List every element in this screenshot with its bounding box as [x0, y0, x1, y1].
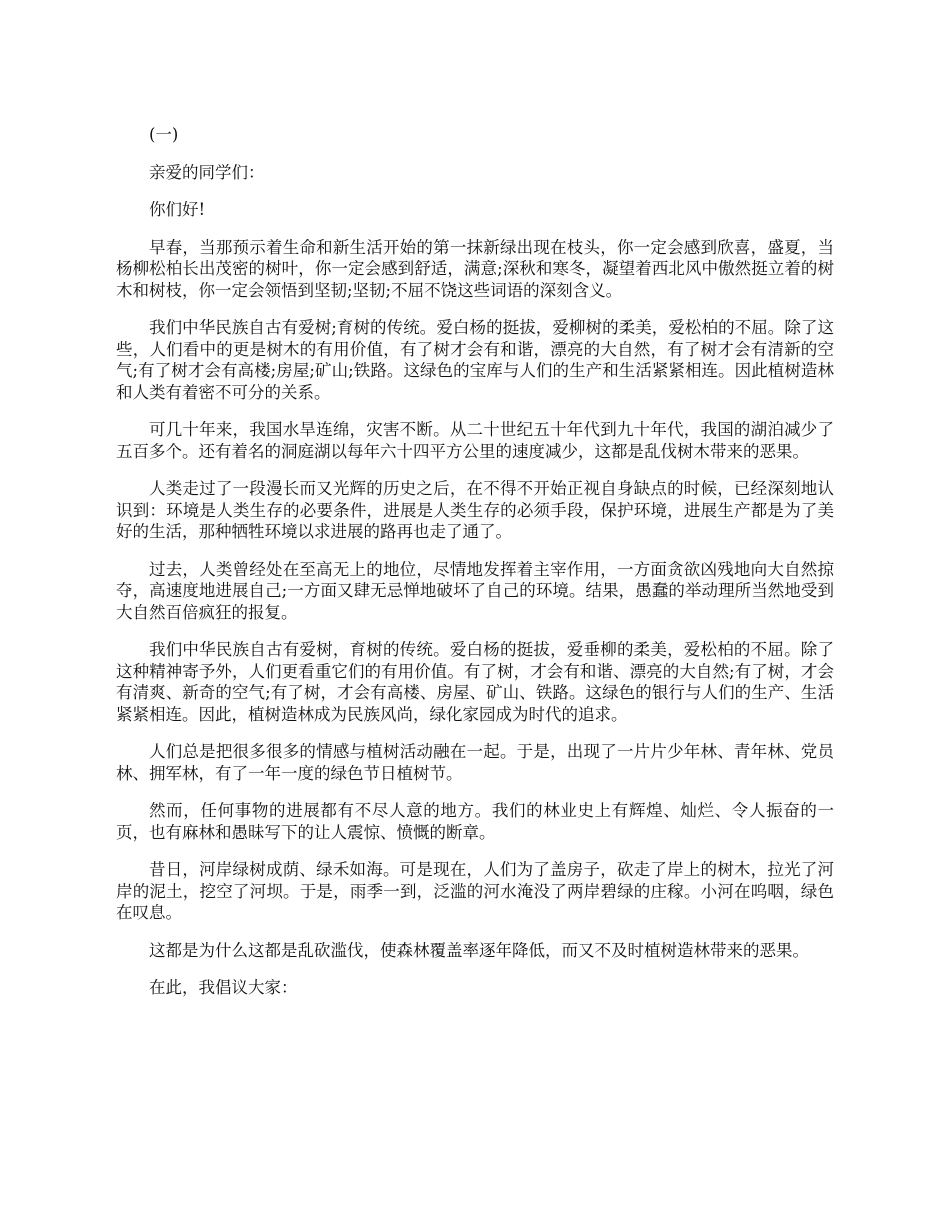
paragraph-body: 可几十年来，我国水旱连绵，灾害不断。从二十世纪五十年代到九十年代，我国的湖泊减少了五百多个。还有着名的洞庭湖以每年六十四平方公里的速度减少，这都是乱伐树木带来的恶果。	[116, 420, 834, 461]
paragraph-body: 早春，当那预示着生命和新生活开始的第一抹新绿出现在枝头，你一定会感到欣喜，盛夏，当杨柳松柏长出茂密的树叶，你一定会感到舒适，满意;深秋和寒冬，凝望着西北风中傲然挺立着的树木和树枝，你一定会领悟到坚韧;坚韧;不屈不饶这些词语的深刻含义。	[116, 237, 834, 300]
paragraph-body: 然而，任何事物的进展都有不尽人意的地方。我们的林业史上有辉煌、灿烂、令人振奋的一页，也有麻林和愚昧写下的让人震惊、愤慨的断章。	[116, 801, 834, 842]
paragraph-body: 过去，人类曾经处在至高无上的地位，尽情地发挥着主宰作用，一方面贪欲凶残地向大自然掠夺，高速度地进展自己;一方面又肆无忌惮地破坏了自己的环境。结果，愚蠢的举动理所当然地受到大自然百倍疯狂的报复。	[116, 559, 834, 622]
paragraph-section-number: (一)	[149, 125, 179, 144]
paragraph-salutation: 亲爱的同学们：	[149, 162, 265, 182]
paragraph-body: 我们中华民族自古有爱树;育树的传统。爱白杨的挺拔，爱柳树的柔美，爱松柏的不屈。除了这些，人们看中的更是树木的有用价值，有了树才会有和谐，漂亮的大自然，有了树才会有清新的空气;有了树才会有高楼;房屋;矿山;铁路。这绿色的宝库与人们的生产和生活紧紧相连。因此植树造林和人类有着密不可分的关系。	[116, 318, 834, 402]
paragraph-body: 昔日，河岸绿树成荫、绿禾如海。可是现在，人们为了盖房子，砍走了岸上的树木，拉光了河岸的泥土，挖空了河坝。于是，雨季一到，泛滥的河水淹没了两岸碧绿的庄稼。小河在呜咽，绿色在叹息。	[116, 860, 834, 922]
paragraph-greeting: 你们好!	[149, 200, 206, 219]
paragraph-proposal: 在此，我倡议大家：	[149, 978, 298, 997]
document-body	[116, 124, 834, 1015]
paragraph-body: 我们中华民族自古有爱树，育树的传统。爱白杨的挺拔，爱垂柳的柔美，爱松柏的不屈。除了这种精神寄予外，人们更看重它们的有用价值。有了树，才会有和谐、漂亮的大自然;有了树，才会有清爽、新奇的空气;有了树，才会有高楼、房屋、矿山、铁路。这绿色的银行与人们的生产、生活紧紧相连。因此，植树造林成为民族风尚，绿化家园成为时代的追求。	[116, 640, 834, 724]
paragraph-body: 这都是为什么这都是乱砍滥伐，使森林覆盖率逐年降低，而又不及时植树造林带来的恶果。	[149, 940, 809, 960]
paragraph-body: 人类走过了一段漫长而又光辉的历史之后，在不得不开始正视自身缺点的时候，已经深刻地认识到：环境是人类生存的必要条件，进展是人类生存的必须手段，保护环境，进展生产都是为了美好的生活，那种牺牲环境以求进展的路再也走了通了。	[116, 479, 834, 541]
paragraph-body: 人们总是把很多很多的情感与植树活动融在一起。于是，出现了一片片少年林、青年林、党员林、拥军林，有了一年一度的绿色节日植树节。	[116, 742, 834, 783]
